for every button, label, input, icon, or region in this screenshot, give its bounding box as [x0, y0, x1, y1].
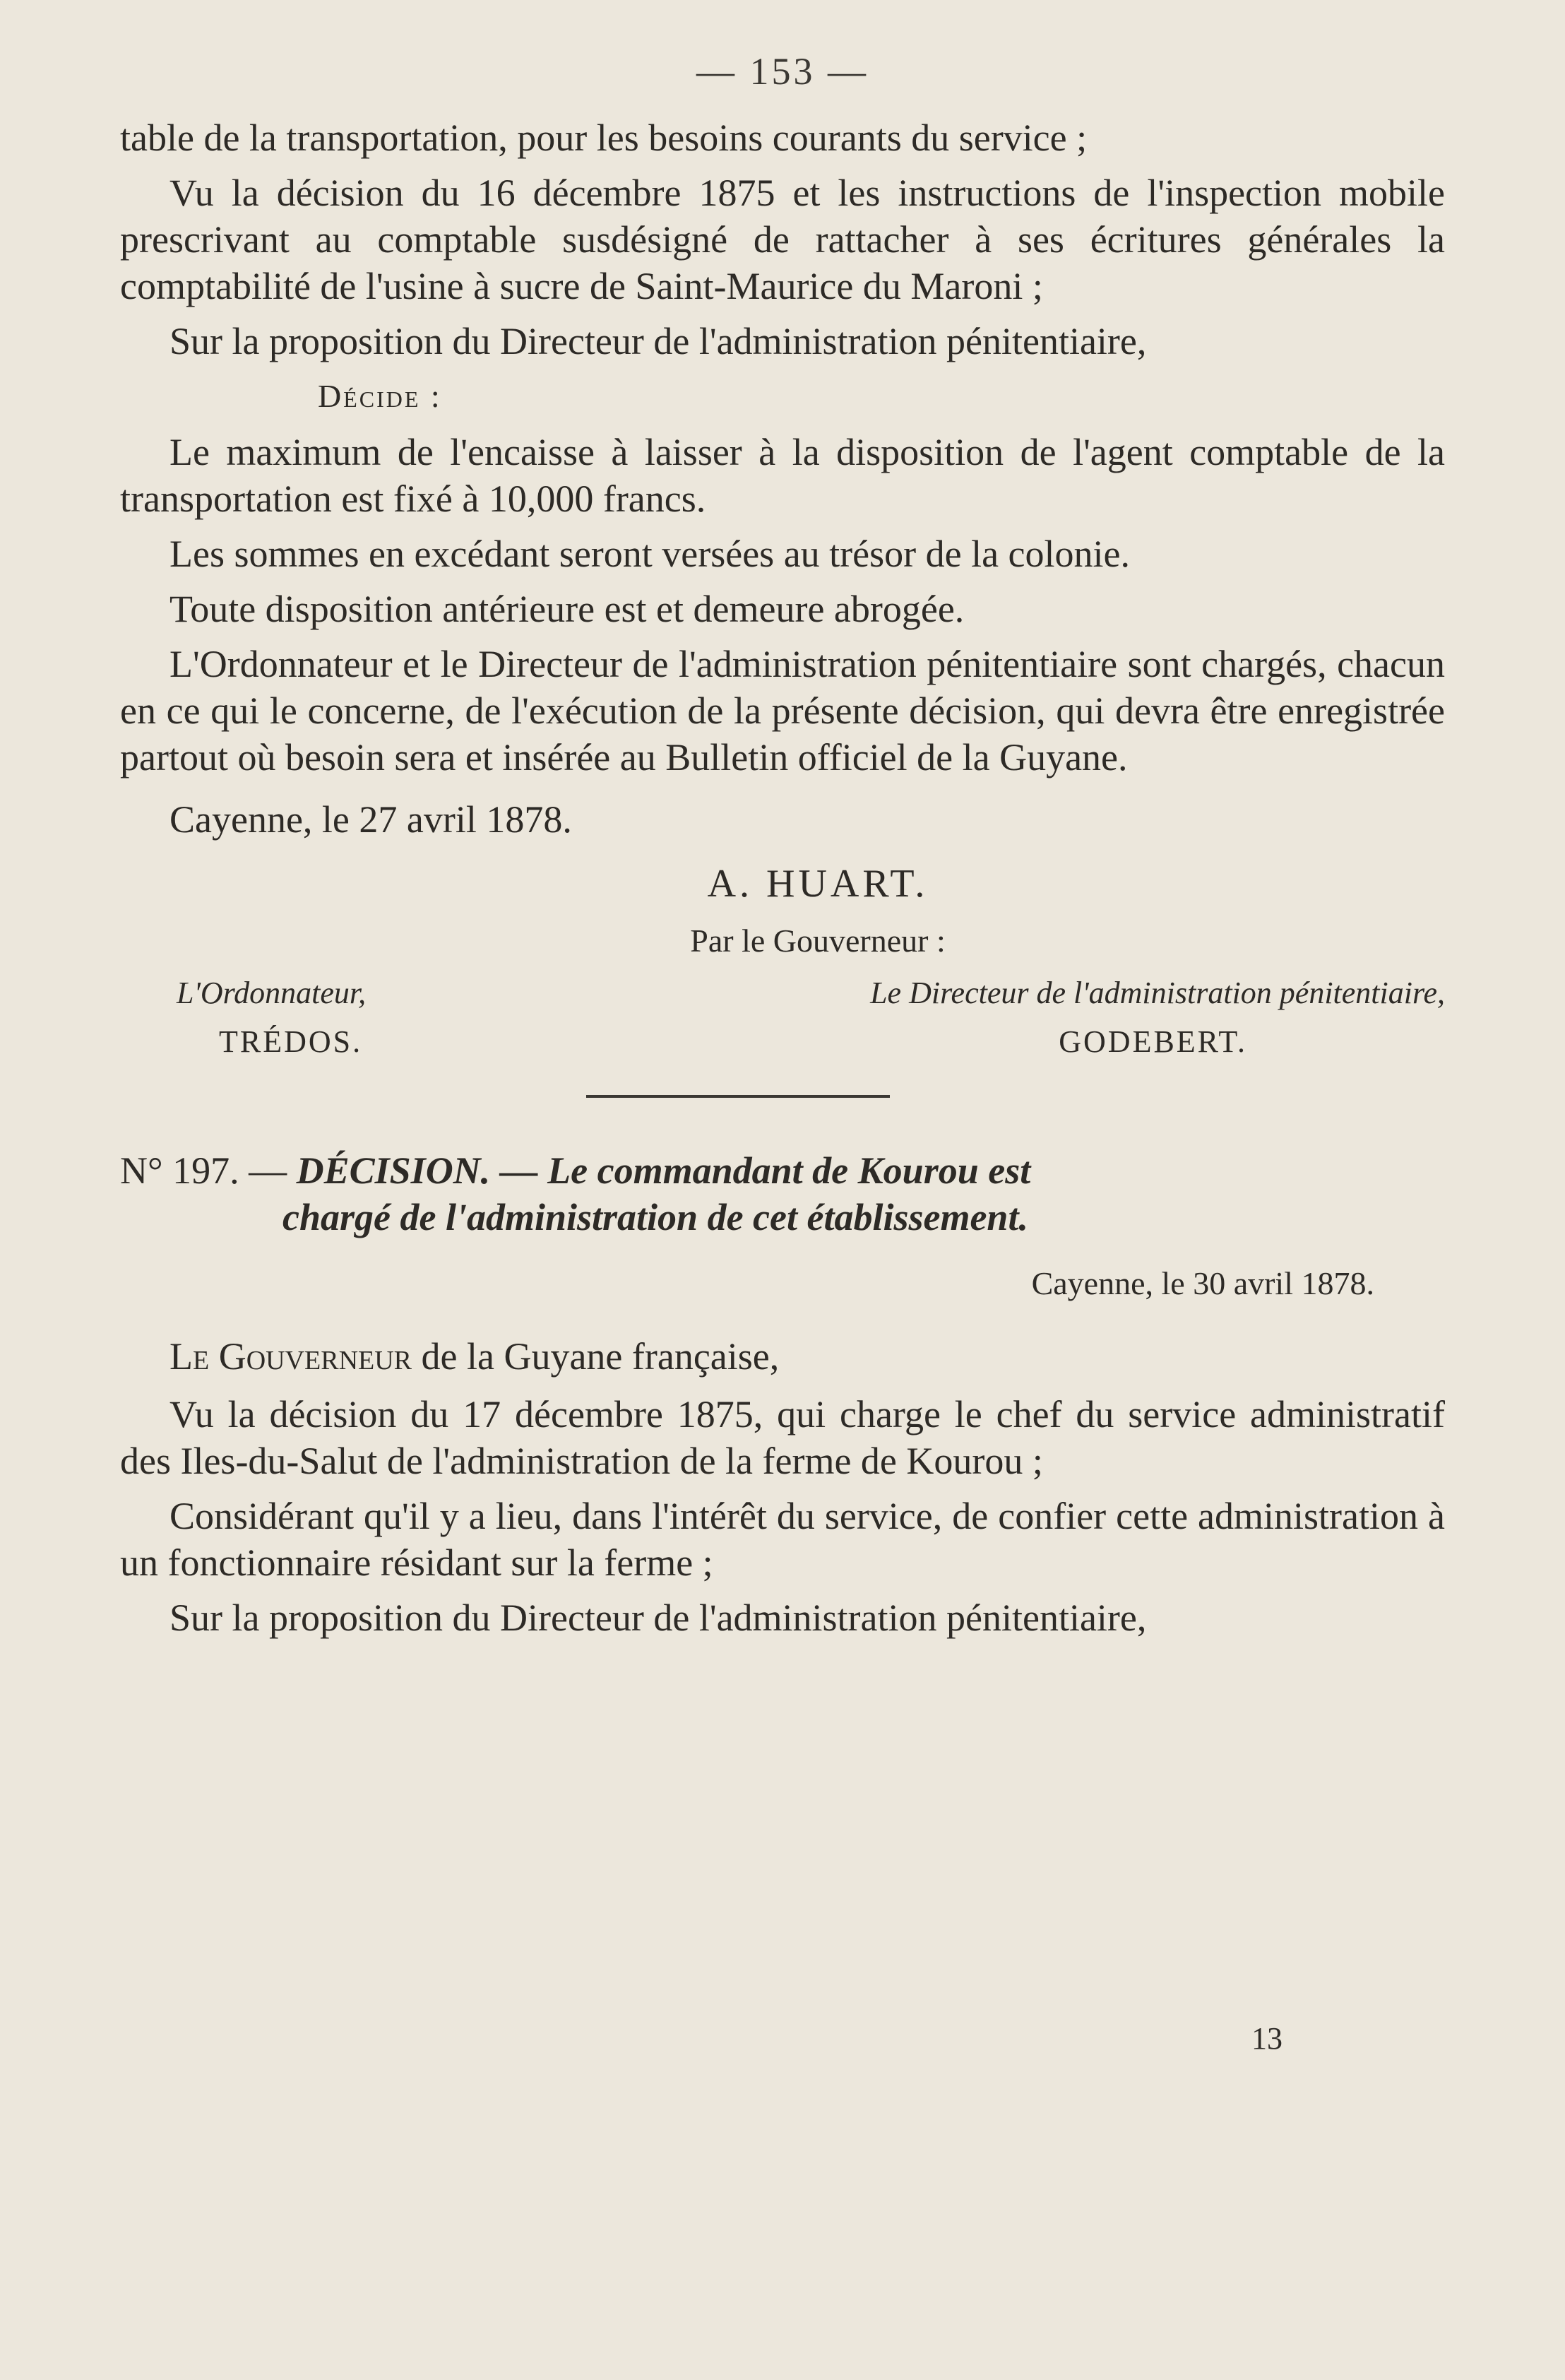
par-le-gouverneur: Par le Gouverneur :	[690, 923, 946, 959]
decision-title: DÉCISION. — Le commandant de Kourou est	[296, 1149, 1031, 1192]
signatory-names	[120, 1024, 1445, 1060]
directeur-title: Le Directeur de l'administration pénitentiaire,	[870, 976, 1445, 1010]
signing-date: Cayenne, le 27 avril 1878.	[169, 798, 572, 841]
paragraph: Toute disposition antérieure est et demeure abrogée.	[169, 588, 965, 630]
decision-date: Cayenne, le 30 avril 1878.	[1031, 1265, 1374, 1301]
paragraph: Considérant qu'il y a lieu, dans l'intérêt du service, de confier cette administration à un fonctionnaire résidant sur la ferme ;	[120, 1495, 1445, 1584]
decision-heading	[120, 1147, 1445, 1241]
page-number: — 153 —	[696, 50, 869, 93]
paragraph: L'Ordonnateur et le Directeur de l'administration pénitentiaire sont chargés, chacun en ce qui le concerne, de l'exécution de la présente décision, qui devra être enregistrée partout où besoin sera et insérée au Bulletin officiel de la Guyane.	[120, 643, 1445, 778]
decide-heading: Décide :	[318, 378, 442, 414]
directeur-name: GODEBERT.	[1059, 1024, 1247, 1059]
paragraph: Sur la proposition du Directeur de l'administration pénitentiaire,	[169, 320, 1147, 362]
signature-name: A. HUART.	[707, 862, 929, 906]
paragraph: Vu la décision du 16 décembre 1875 et les instructions de l'inspection mobile prescrivant au comptable susdésigné de rattacher à ses écritures générales la comptabilité de l'usine à sucre de Saint-Maurice du Maroni ;	[120, 172, 1445, 307]
governor-line	[120, 1334, 1445, 1378]
paragraph: Vu la décision du 17 décembre 1875, qui charge le chef du service administratif des Iles-du-Salut de l'administration de la ferme de Kourou ;	[120, 1393, 1445, 1482]
paragraph: Les sommes en excédant seront versées au trésor de la colonie.	[169, 533, 1130, 575]
separator-rule	[586, 1095, 890, 1098]
ordonnateur-title: L'Ordonnateur,	[177, 976, 367, 1010]
paragraph: Le maximum de l'encaisse à laisser à la disposition de l'agent comptable de la transportation est fixé à 10,000 francs.	[120, 431, 1445, 520]
ordonnateur-name: TRÉDOS.	[219, 1024, 363, 1059]
signatory-titles	[120, 975, 1445, 1011]
governor-label: Le Gouverneur	[169, 1335, 412, 1378]
decision-title-continued: chargé de l'administration de cet établissement.	[282, 1196, 1028, 1238]
governor-suffix: de la Guyane française,	[421, 1335, 780, 1378]
paragraph: table de la transportation, pour les besoins courants du service ;	[120, 117, 1088, 159]
paragraph: Sur la proposition du Directeur de l'administration pénitentiaire,	[169, 1597, 1147, 1639]
folio-number: 13	[1251, 2021, 1283, 2056]
decision-number: N° 197. —	[120, 1149, 287, 1192]
